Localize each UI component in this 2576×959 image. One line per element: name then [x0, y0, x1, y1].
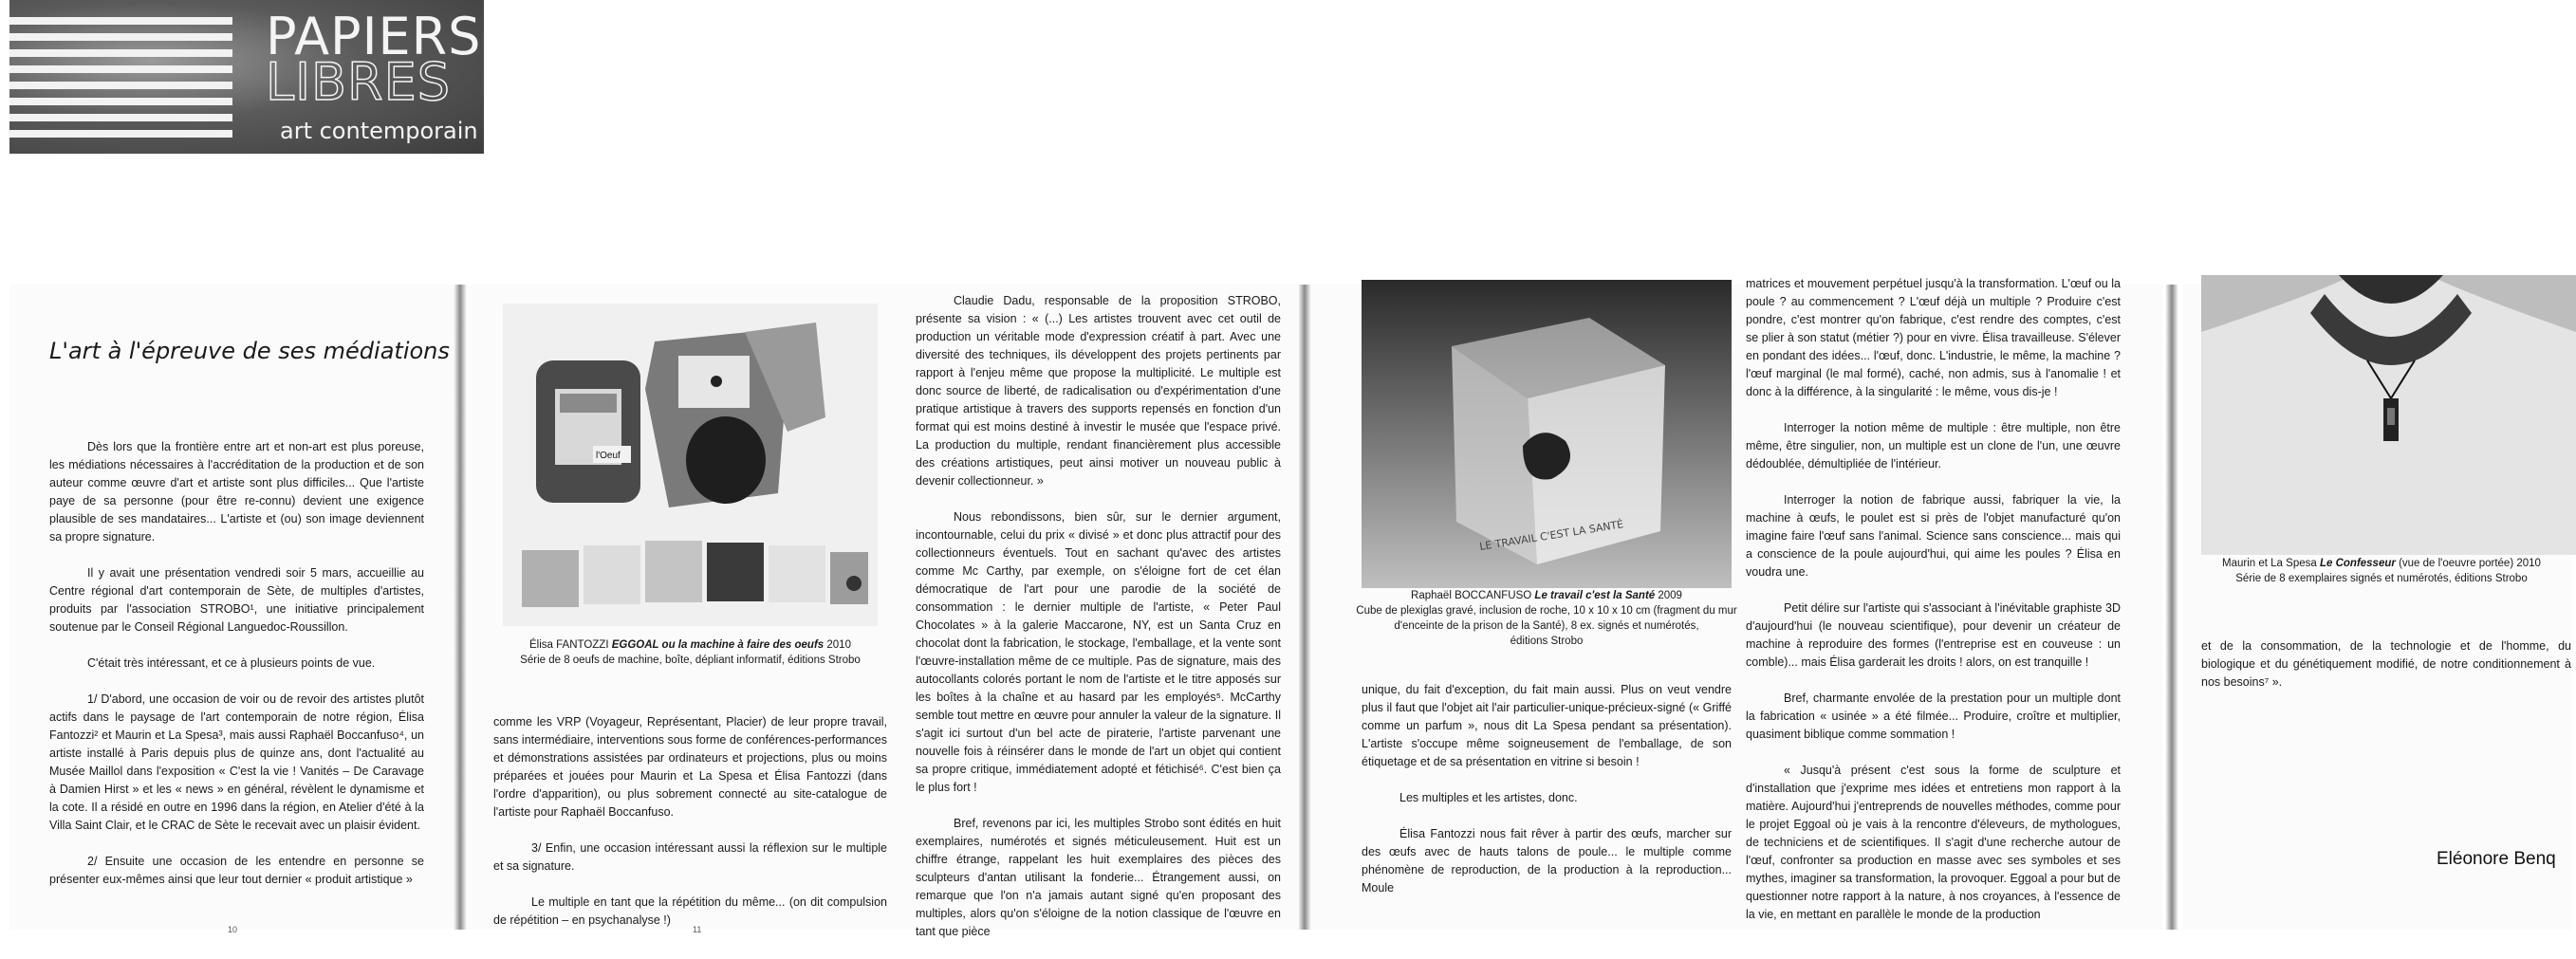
photo-eggoal-drawing — [503, 304, 878, 626]
paragraph: Petit délire sur l'artiste qui s'associant à l'inévitable graphiste 3D d'aujourd'hui (le nouveau scientifique), pour devenir un créateur de machine à reproduire des formes (l'entreprise est en couveuse : un comble)... mais Élisa garderait les droits ! alors, on est tranquille ! — [1746, 601, 2121, 669]
caption-line — [1352, 588, 1741, 603]
photo-cube-drawing — [1362, 280, 1732, 588]
cube-engraving: LE TRAVAIL C'EST LA SANTÉ — [1478, 518, 1624, 553]
caption-artist: Raphaël BOCCANFUSO — [1411, 590, 1532, 601]
logo-text-papiers: PAPIERS — [266, 7, 482, 66]
article-title: L'art à l'épreuve de ses médiations — [49, 338, 450, 364]
paragraph: 3/ Enfin, une occasion intéressant aussi la réflexion sur le multiple et sa signature. — [493, 841, 887, 873]
caption-travail-sante — [1352, 588, 1741, 649]
paragraph: Claudie Dadu, responsable de la proposition STROBO, présente sa vision : « (...) Les artistes trouvent avec cet outil de production un véritable mode d'expression créatif à part. Avec une diversité des techniques, ils développent des projets pertinents par rapport à l'enjeu même que propose la multiplicité. Le multiple est donc source de liberté, de radicalisation ou d'expérimentation d'une pratique artistique à travers des supports repensés en fonction d'un format qui est moins destiné à investir le musée que l'espace privé. La production du multiple, rendant financièrement plus accessible des créations artistiques, peut ainsi motiver un nouveau public à devenir collectionneur. » — [916, 294, 1281, 488]
paragraph: C'était très intéressant, et ce à plusieurs points de vue. — [87, 656, 376, 670]
paragraph: Bref, revenons par ici, les multiples Strobo sont édités en huit exemplaires, numérotés et signés méticuleusement. Huit est un chiffre étrange, rappelant les huit exemplaires des pièces des sculpteurs d'antan utilisant la fonderie... Étrangement aussi, on remarque que l'on n'a jamais autant signé qu'en proposant des multiples, alors qu'on s'éloigne de la notion classique de l'œuvre en tant que pièce — [916, 817, 1281, 938]
caption-line: Cube de plexiglas gravé, inclusion de roche, 10 x 10 x 10 cm (fragment du mur — [1356, 605, 1737, 617]
caption-year: 2009 — [1658, 590, 1682, 601]
article-column-3 — [916, 292, 1281, 959]
page-number: 11 — [693, 925, 702, 934]
paragraph: Interroger la notion même de multiple : être multiple, non être même, être singulier, non, un multiple est un clone de l'un, une œuvre dédoublée, démultipliée de l'intérieur. — [1746, 421, 2121, 470]
caption-eggoal — [493, 637, 887, 668]
article-column-2 — [493, 713, 887, 948]
caption-detail: (vue de l'oeuvre portée) 2010 — [2399, 558, 2541, 569]
caption-line: Série de 8 exemplaires signés et numérotés, éditions Strobo — [2235, 573, 2528, 584]
paragraph: Nous rebondissons, bien sûr, sur le dernier argument, incontournable, celui du prix « divisé » et donc plus attractif pour des collectionneurs éventuels. Tout en sachant qu'avec des artistes comme Mc Carthy, par exemple, on s'éloigne fort de cet élan démocratique de l'art pour une parodie de la société de consommation : le dernier multiple de l'artiste, « Peter Paul Chocolates » à la galerie Maccarone, NY, est un Santa Cruz en chocolat dont la fabrication, le stockage, l'emballage, et la vente sont l'œuvre-installation même de ce multiple. Pas de signature, mais des autocollants colorés portant le nom de l'artiste et le titre apposés sur les boîtes à la chaîne et au hasard par les employés⁵. McCarthy semble tout mettre en œuvre pour annuler la valeur de la signature. Il s'agit ici surtout d'un bel acte de piraterie, l'artiste parvenant une nouvelle fois à réinsérer dans le monde de l'art un objet qui contient sa propre critique, immédiatement adopté et fétichisé⁶. C'est bien ça le plus fort ! — [916, 510, 1281, 794]
page-number: 10 — [228, 925, 238, 934]
page-gutter — [2165, 285, 2178, 930]
article-column-5 — [1746, 275, 2121, 942]
photo-confesseur-drawing — [2201, 275, 2576, 555]
photo-eggoal — [503, 304, 878, 626]
caption-artist: Élisa FANTOZZI — [529, 639, 609, 651]
paragraph: Interroger la notion de fabrique aussi, fabriquer la vie, la machine à œufs, le poulet est si près de l'objet manufacturé qu'on imagine faire l'œuf sans l'animal. Science sans conscience... mais qui a conscience de la poule aujourd'hui, qui aime les poules ? Élisa en voudra une. — [1746, 493, 2121, 579]
paragraph: Dès lors que la frontière entre art et non-art est plus poreuse, les médiations nécessaires à l'accréditation de la production et de son auteur comme œuvre d'art et artiste sont plus difficiles... Que l'artiste paye de sa personne (pour être re-connu) devient une exigence plausible de ses mandataires... L'artiste et (ou) son image deviennent sa propre signature. — [49, 440, 424, 544]
paragraph: 2/ Ensuite une occasion de les entendre en personne se présenter eux-mêmes ainsi que leur tout dernier « produit artistique » — [49, 855, 424, 886]
caption-line — [493, 637, 887, 653]
paragraph: Le multiple en tant que la répétition du même... (on dit compulsion de répétition – en psychanalyse !) — [493, 895, 887, 927]
caption-title: EGGOAL ou la machine à faire des oeufs — [611, 639, 825, 651]
article-column-6 — [2201, 637, 2571, 710]
article-column-1 — [49, 438, 424, 907]
papiers-libres-logo — [9, 0, 484, 154]
caption-title: Le Confesseur — [2319, 558, 2396, 569]
page-gutter — [1298, 285, 1311, 930]
photo-confesseur — [2201, 275, 2576, 555]
caption-line: éditions Strobo — [1510, 636, 1584, 647]
caption-year: 2010 — [826, 639, 851, 651]
paragraph: Bref, charmante envolée de la prestation pour un multiple dont la fabrication « usinée » a été filmée... Produire, croître et multiplier, quasiment biblique comme sommation ! — [1746, 692, 2121, 741]
paragraph: et de la consommation, de la technologie et de l'homme, du biologique et du génétiquement modifié, de notre conditionnement à nos besoins⁷ ». — [2201, 639, 2571, 689]
photo-travail-sante — [1362, 280, 1732, 588]
paragraph: 1/ D'abord, une occasion de voir ou de revoir des artistes plutôt actifs dans le paysage de l'art contemporain de notre région, Élisa Fantozzi² et Maurin et La Spesa³, mais aussi Raphaël Boccanfuso⁴, un artiste installé à Paris depuis plus de quinze ans, dont l'actualité au Musée Maillol dans l'exposition « C'est la vie ! Vanités – De Caravage à Damien Hirst » et les « news » en général, révèlent le dynamisme et la cote. Il a résidé en outre en 1996 dans la région, en Atelier d'été à la Villa Saint Clair, et le CRAC de Sète le recevait avec un plaisir évident. — [49, 692, 424, 832]
caption-line — [2192, 556, 2571, 571]
paragraph: Il y avait une présentation vendredi soir 5 mars, accueillie au Centre régional d'art contemporain de Sète, de multiples d'artistes, produits par l'association STROBO¹, une initiative principalement soutenue par le Conseil Régional Languedoc-Roussillon. — [49, 566, 424, 634]
paragraph: matrices et mouvement perpétuel jusqu'à la transformation. L'œuf ou la poule ? au commencement ? L'œuf déjà un multiple ? Produire c'est pondre, c'est montrer qu'on fabrique, c'est rendre des comptes, c'est se plier à son statut (métier ?) pour en vivre. Élisa travailleuse. S'élever en pondant des idées... l'œuf, donc. L'industrie, le même, la machine ? l'œuf marginal (le mal formé), caché, non admis, sus à l'anomalie ! et donc à la différence, à la singularité : le même, vous dis-je ! — [1746, 277, 2121, 398]
caption-line: Série de 8 oeufs de machine, boîte, dépliant informatif, éditions Strobo — [520, 655, 861, 666]
paragraph: comme les VRP (Voyageur, Représentant, Placier) de leur propre travail, sans intermédiaire, interventions sous forme de conférences-performances et démonstrations assistées par ordinateurs et projections, plus ou moins préparées et jouées pour Maurin et La Spesa et Élisa Fantozzi (dans l'ordre d'apparition), ou plus sobrement connecté au site-catalogue de l'artiste pour Raphaël Boccanfuso. — [493, 715, 887, 819]
caption-line: d'enceinte de la prison de la Santé), 8 ex. signés et numérotés, — [1394, 620, 1699, 632]
logo-stripes — [9, 17, 232, 140]
logo-text-subtitle: art contemporain — [280, 118, 478, 144]
page-gutter — [454, 285, 467, 930]
paragraph: « Jusqu'à présent c'est sous la forme de sculpture et d'installation que j'exprime mes idées et entretiens mon rapport à la matière. Aujourd'hui j'entreprends de nouvelles méthodes, comme pour le projet Eggoal où je vais à la rencontre d'éleveurs, de mythologues, de techniciens et de scientifiques. Il s'agit d'une recherche autour de l'œuf, confronter sa production en masse avec ses symboles et ses mythes, imaginer sa transformation, la provoquer. Eggoal a pour but de questionner notre rapport à la nature, à nos croyances, à l'essence de la vie, en mettant en parallèle le monde de la production — [1746, 764, 2121, 921]
caption-artist: Maurin et La Spesa — [2222, 558, 2317, 569]
paragraph: Élisa Fantozzi nous fait rêver à partir des œufs, marcher sur des œufs avec de hauts talons de poule... le multiple comme phénomène de reproduction, de la production à la reproduction... Moule — [1362, 827, 1732, 894]
caption-confesseur — [2192, 556, 2571, 586]
article-column-4 — [1362, 681, 1732, 915]
egg-label: l'Oeuf — [596, 451, 621, 461]
logo-text-libres: LIBRES — [266, 52, 451, 112]
paragraph: Les multiples et les artistes, donc. — [1399, 791, 1578, 804]
caption-title: Le travail c'est la Santé — [1534, 590, 1656, 601]
paragraph: unique, du fait d'exception, du fait main aussi. Plus on veut vendre plus il faut que l'objet ait l'air particulier-unique-précieux-signé (« Griffé comme un parfum », nous dit La Spesa pendant sa présentation). L'artiste s'occupe même soigneusement de l'emballage, de son étiquetage et de sa présentation en vitrine si besoin ! — [1362, 683, 1732, 768]
author-signature: Eléonore Benq — [2437, 849, 2556, 869]
